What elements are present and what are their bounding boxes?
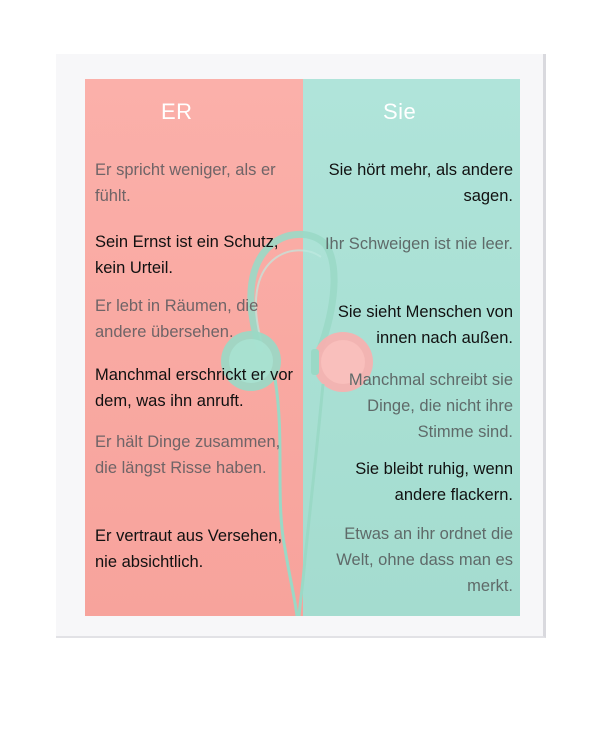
sie-statement-2: Ihr Schweigen ist nie leer.: [324, 235, 513, 253]
sie-statement-3: Sie sieht Menschen von innen nach außen.: [337, 303, 513, 347]
sie-statement-4: Manchmal schreibt sie Dinge, die nicht ihre Stimme sind.: [348, 371, 513, 441]
er-statement-1: Er spricht weniger, als er fühlt.: [95, 161, 276, 205]
er-statement-6: Er vertraut aus Versehen, nie absichtlich.: [95, 527, 283, 571]
sie-statement-6: Etwas an ihr ordnet die Welt, ohne dass man es merkt.: [336, 525, 513, 595]
sie-statement-5: Sie bleibt ruhig, wenn andere flackern.: [355, 460, 513, 504]
er-sie-card: [85, 79, 520, 616]
er-statement-5: Er hält Dinge zusammen, die längst Risse haben.: [95, 433, 281, 477]
er-statement-3: Er lebt in Räumen, die andere übersehen.: [95, 297, 259, 341]
er-heading: ER: [161, 99, 193, 124]
sie-statement-1: Sie hört mehr, als andere sagen.: [328, 161, 513, 205]
er-statement-2: Sein Ernst ist ein Schutz, kein Urteil.: [95, 233, 279, 277]
sie-heading: Sie: [383, 99, 417, 124]
er-statement-4: Manchmal erschrickt er vor dem, was ihn anruft.: [95, 366, 294, 410]
